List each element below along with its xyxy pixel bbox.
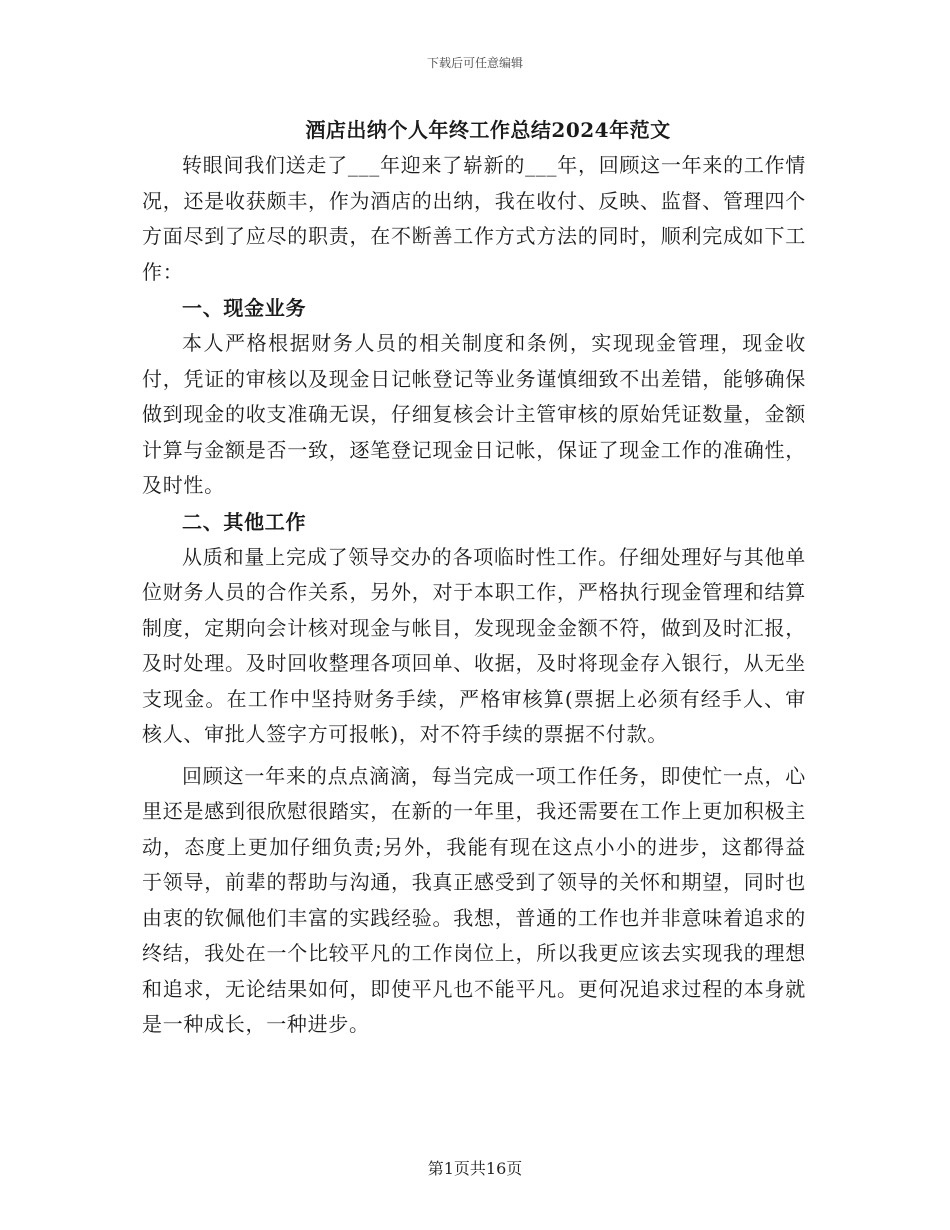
section-heading-other: 二、其他工作: [182, 509, 307, 534]
document-body: [142, 112, 806, 1043]
section-heading-cash: 一、现金业务: [182, 296, 307, 320]
section-body-cash: 本人严格根据财务人员的相关制度和条例，实现现金管理，现金收付，凭证的审核以及现金日记帐登记等业务谨慎细致不出差错，能够确保做到现金的收支准确无误，仔细复核会计主管审核的原始凭证数量，金额计算与金额是否一致，逐笔登记现金日记帐，保证了现金工作的准确性，及时性。: [142, 331, 806, 497]
closing-paragraph: 回顾这一年来的点点滴滴，每当完成一项工作任务，即使忙一点，心里还是感到很欣慰很踏实，在新的一年里，我还需要在工作上更加积极主动，态度上更加仔细负责;另外，我能有现在这点小小的进步，这都得益于领导，前辈的帮助与沟通，我真正感受到了领导的关怀和期望，同时也由衷的钦佩他们丰富的实践经验。我想，普通的工作也并非意味着追求的终结，我处在一个比较平凡的工作岗位上，所以我更应该去实现我的理想和追求，无论结果如何，即使平凡也不能平凡。更何况追求过程的本身就是一种成长，一种进步。: [142, 763, 806, 1036]
header-note: 下载后可任意编辑: [426, 56, 523, 70]
page-number-footer: 第1页共16页: [427, 1159, 523, 1178]
section-body-other: 从质和量上完成了领导交办的各项临时性工作。仔细处理好与其他单位财务人员的合作关系，另外，对于本职工作，严格执行现金管理和结算制度，定期向会计核对现金与帐目，发现现金金额不符，做到及时汇报，及时处理。及时回收整理各项回单、收据，及时将现金存入银行，从无坐支现金。在工作中坚持财务手续，严格审核算(票据上必须有经手人、审核人、审批人签字方可报帐)，对不符手续的票据不付款。: [142, 544, 806, 746]
document-title: 酒店出纳个人年终工作总结2024年范文: [305, 118, 671, 142]
intro-paragraph: 转眼间我们送走了___年迎来了崭新的___年，回顾这一年来的工作情况，还是收获颇丰，作为酒店的出纳，我在收付、反映、监督、管理四个方面尽到了应尽的职责，在不断善工作方式方法的同时，顺利完成如下工作：: [142, 153, 806, 284]
